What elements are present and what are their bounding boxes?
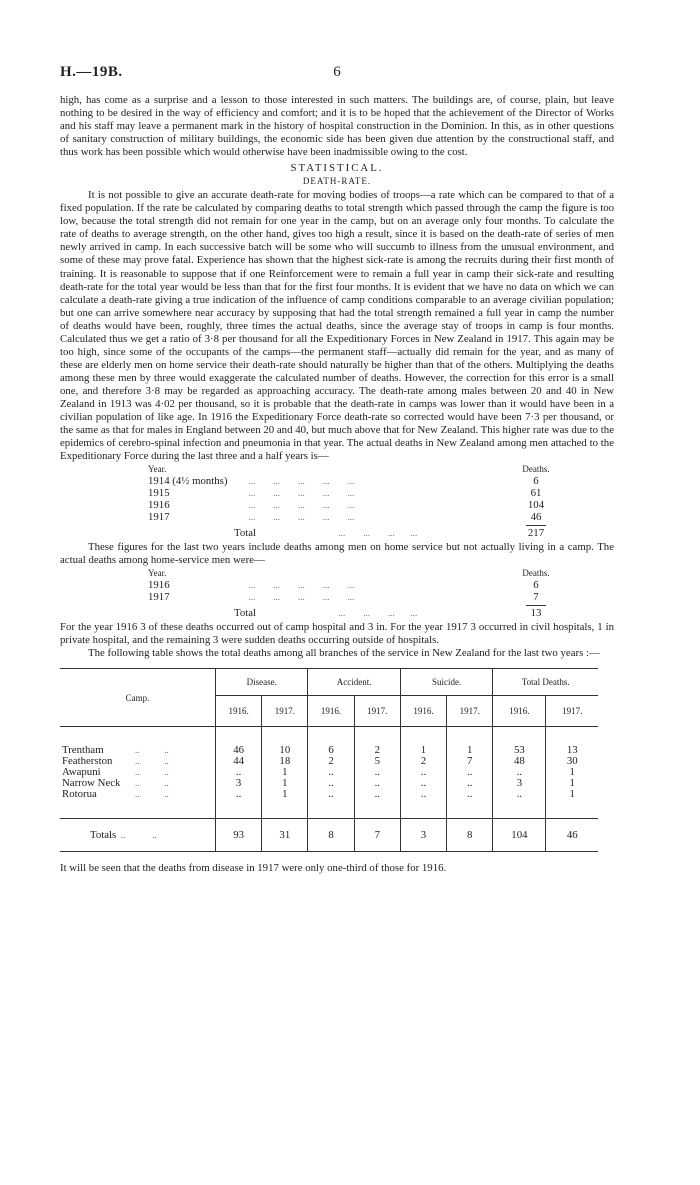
branches-table xyxy=(60,668,598,852)
year-header: 1917. xyxy=(262,696,308,727)
table-cell: 1 xyxy=(546,767,598,778)
table-cell: .. xyxy=(308,789,354,800)
deaths-row-year: 1914 (4½ months) xyxy=(148,475,228,488)
deaths-row-value: 104 xyxy=(527,499,545,512)
camp-name-text: Rotorua xyxy=(62,788,97,801)
totals-cell: 3 xyxy=(400,819,446,852)
home-table-deaths-header: Deaths. xyxy=(522,568,550,579)
after-home-paragraph: For the year 1916 3 of these deaths occurred out of camp hospital and 3 in. For the year 1917 3 occurred in civil hospitals, 1 in private hospital, and the remaining 3 were sudden deaths occurring outside of hospitals. xyxy=(60,621,614,647)
home-row-year: 1917 xyxy=(148,591,170,604)
table-intro-paragraph: The following table shows the total deaths among all branches of the service in New Zealand for the last two years :— xyxy=(88,647,600,660)
document-code: H.—19B. xyxy=(60,64,123,80)
total-rule xyxy=(526,605,546,606)
table-cell: .. xyxy=(354,767,400,778)
table-cell: .. xyxy=(447,767,493,778)
deaths-table-deaths-header: Deaths. xyxy=(522,464,550,475)
group-disease-header: Disease. xyxy=(216,669,308,696)
page-header xyxy=(60,64,614,94)
year-header: 1916. xyxy=(308,696,354,727)
table-cell: 3 xyxy=(216,778,262,789)
home-row-value: 7 xyxy=(533,591,539,604)
totals-cell: 46 xyxy=(546,819,598,852)
table-cell: .. xyxy=(308,778,354,789)
table-cell: 1 xyxy=(447,745,493,756)
deaths-row-value: 6 xyxy=(533,475,539,488)
home-table-row: 1916 ... ... ... ... ... 6 xyxy=(148,579,556,591)
table-cell: 18 xyxy=(262,756,308,767)
deaths-row-value: 61 xyxy=(530,487,542,500)
totals-cell: 7 xyxy=(354,819,400,852)
home-table-row: 1917 ... ... ... ... ... 7 xyxy=(148,591,556,603)
group-accident-header: Accident. xyxy=(308,669,400,696)
total-rule xyxy=(526,525,546,526)
table-cell: .. xyxy=(447,778,493,789)
year-header: 1917. xyxy=(354,696,400,727)
home-table-year-header: Year. xyxy=(148,568,167,579)
deaths-table-total: Total ... ... ... ... 217 xyxy=(148,527,556,539)
deaths-total-value: 217 xyxy=(527,527,545,540)
deaths-table-row: 1914 (4½ months) ... ... ... ... ... 6 xyxy=(148,475,556,487)
camp-name-text: Trentham xyxy=(62,744,104,757)
table-cell: 44 xyxy=(216,756,262,767)
table-cell: 2 xyxy=(308,756,354,767)
year-header: 1917. xyxy=(546,696,598,727)
table-cell: .. xyxy=(400,778,446,789)
table-cell: .. xyxy=(354,778,400,789)
home-row-year: 1916 xyxy=(148,579,170,592)
home-service-paragraph: These figures for the last two years include deaths among men on home service but not actually living in a camp. The actual deaths among home-service men were— xyxy=(60,541,614,567)
table-cell: .. xyxy=(216,767,262,778)
home-total-label: Total xyxy=(234,607,257,620)
branches-table-body xyxy=(60,745,598,800)
deaths-row-value: 46 xyxy=(530,511,542,524)
table-cell: 2 xyxy=(354,745,400,756)
table-cell: .. xyxy=(308,767,354,778)
table-cell: .. xyxy=(447,789,493,800)
table-row xyxy=(60,789,598,800)
home-total-value: 13 xyxy=(530,607,542,620)
table-cell: 13 xyxy=(546,745,598,756)
camp-header: Camp. xyxy=(60,669,216,727)
year-header: 1916. xyxy=(216,696,262,727)
table-cell: 53 xyxy=(493,745,546,756)
section-title: STATISTICAL. xyxy=(290,162,384,175)
year-header: 1917. xyxy=(447,696,493,727)
deaths-table-header xyxy=(148,464,556,475)
table-cell: 1 xyxy=(546,778,598,789)
deaths-table-row: 1916 ... ... ... ... ... 104 xyxy=(148,499,556,511)
deaths-table-year-header: Year. xyxy=(148,464,167,475)
totals-row xyxy=(60,819,598,852)
table-cell: .. xyxy=(493,767,546,778)
camp-name-text: Awapuni xyxy=(62,766,101,779)
leader-dots: .. .. xyxy=(135,767,169,778)
table-cell: .. xyxy=(216,789,262,800)
home-service-table xyxy=(148,568,556,619)
subsection-title: DEATH-RATE. xyxy=(302,176,372,187)
leader-dots: .. .. xyxy=(135,756,169,767)
group-total-header: Total Deaths. xyxy=(493,669,598,696)
table-cell: .. xyxy=(354,789,400,800)
year-header: 1916. xyxy=(400,696,446,727)
deaths-table-row: 1917 ... ... ... ... ... 46 xyxy=(148,511,556,523)
death-rate-paragraph: It is not possible to give an accurate death-rate for moving bodies of troops—a rate which can be compared to that of a fixed population. If the rate be calculated by comparing deaths to total strength which passed through the camp the figure is too low, because the total strength did not remain for one year in the camp, but on an average only four months. To calculate the rate of deaths to average strength, on the other hand, gives too high a result, since it is based on the death-rate of series of men newly arrived in camp. In each successive batch will be some who will succumb to illness from the unusual environment, and some of these may prove fatal. Experience has shown that the highest sick-rate is among the recruits during their first month of training. It is reasonable to suppose that if one Reinforcement were to remain a full year in camp their sick-rate and resulting death-rate for the total year would be less than that for the first four months. It is evident that we have no data on which we can calculate a death-rate giving a true indication of the influence of camp conditions comparable to an average civilian population; but one can arrive somewhere near accuracy by supposing that had the total strength remained a full year in camp the number of deaths would have been, roughly, three times the actual deaths, since the average stay of troops in camp is four months. Calculated thus we get a ratio of 3·8 per thousand for all the Expeditionary Forces in New Zealand in 1917. This again may be too high, since some of the occupants of the camps—the permanent staff—actually did remain for the year, and as many of these are elderly men on home service their death-rate should naturally be higher than that of the others. Multiplying the deaths among these men by three would exaggerate the calculated number of deaths. However, the correction for this error is a small one, and therefore 3·8 may be regarded as approaching accuracy. The death-rate among males between 20 and 40 in New Zealand in 1913 was 4·02 per thousand, so it is probable that the death-rate in camps was lower than it would have been in a civilian population of like age. In 1916 the Expeditionary Force death-rate so corrected would have been 7·3 per thousand, or the same as that for males in England between 20 and 40, but much above that for New Zealand. This higher rate was due to the epidemics of cerebro-spinal infection and pneumonia in that year. The actual deaths in New Zealand among men attached to the Expeditionary Force during the last three and a half years is— xyxy=(60,189,614,463)
table-cell: 1 xyxy=(262,767,308,778)
table-cell: 1 xyxy=(262,789,308,800)
home-row-value: 6 xyxy=(533,579,539,592)
deaths-row-year: 1915 xyxy=(148,487,170,500)
totals-cell: 31 xyxy=(262,819,308,852)
leader-dots: .. .. xyxy=(135,789,169,800)
deaths-total-label: Total xyxy=(234,527,257,540)
table-cell: 2 xyxy=(400,756,446,767)
table-cell: .. xyxy=(400,767,446,778)
home-table-header xyxy=(148,568,556,579)
table-cell: 3 xyxy=(493,778,546,789)
document-page xyxy=(60,64,614,876)
table-cell: 10 xyxy=(262,745,308,756)
deaths-row-year: 1916 xyxy=(148,499,170,512)
leader-dots: .. .. xyxy=(135,745,169,756)
totals-cell: 8 xyxy=(308,819,354,852)
table-cell: 5 xyxy=(354,756,400,767)
camp-name xyxy=(60,789,216,800)
table-cell: 7 xyxy=(447,756,493,767)
totals-cell: 104 xyxy=(493,819,546,852)
table-cell: 1 xyxy=(262,778,308,789)
deaths-row-year: 1917 xyxy=(148,511,170,524)
deaths-table xyxy=(148,464,556,539)
leader-dots: .. .. xyxy=(135,778,169,789)
table-cell: 1 xyxy=(546,789,598,800)
intro-paragraph: high, has come as a surprise and a lesson to those interested in such matters. The buildings are, of course, plain, but leave nothing to be desired in the way of efficiency and comfort; and it is to be hoped that the achievement of the Director of Works and his staff may leave a permanent mark in the history of hospital construction in the Dominion. In this, as in other questions of sanitary construction of military buildings, the economic side has been given due attention by the constructional staff, and thus work has been possible which would otherwise have been inadmissible owing to the cost. xyxy=(60,94,614,159)
table-cell: 1 xyxy=(400,745,446,756)
branches-group-header xyxy=(60,669,598,696)
camp-name-text: Featherston xyxy=(62,755,113,768)
table-cell: 6 xyxy=(308,745,354,756)
table-cell: 48 xyxy=(493,756,546,767)
table-cell: 46 xyxy=(216,745,262,756)
camp-name-text: Narrow Neck xyxy=(62,777,121,790)
table-cell: .. xyxy=(493,789,546,800)
table-cell: 30 xyxy=(546,756,598,767)
page-number: 6 xyxy=(333,64,341,80)
home-table-total: Total ... ... ... ... 13 xyxy=(148,607,556,619)
group-suicide-header: Suicide. xyxy=(400,669,492,696)
deaths-table-row: 1915 ... ... ... ... ... 61 xyxy=(148,487,556,499)
closing-sentence: It will be seen that the deaths from disease in 1917 were only one-third of those for 1916. xyxy=(60,862,447,875)
totals-cell: 93 xyxy=(216,819,262,852)
totals-cell: 8 xyxy=(447,819,493,852)
year-header: 1916. xyxy=(493,696,546,727)
totals-label: Totals .. .. xyxy=(60,819,216,852)
table-cell: .. xyxy=(400,789,446,800)
